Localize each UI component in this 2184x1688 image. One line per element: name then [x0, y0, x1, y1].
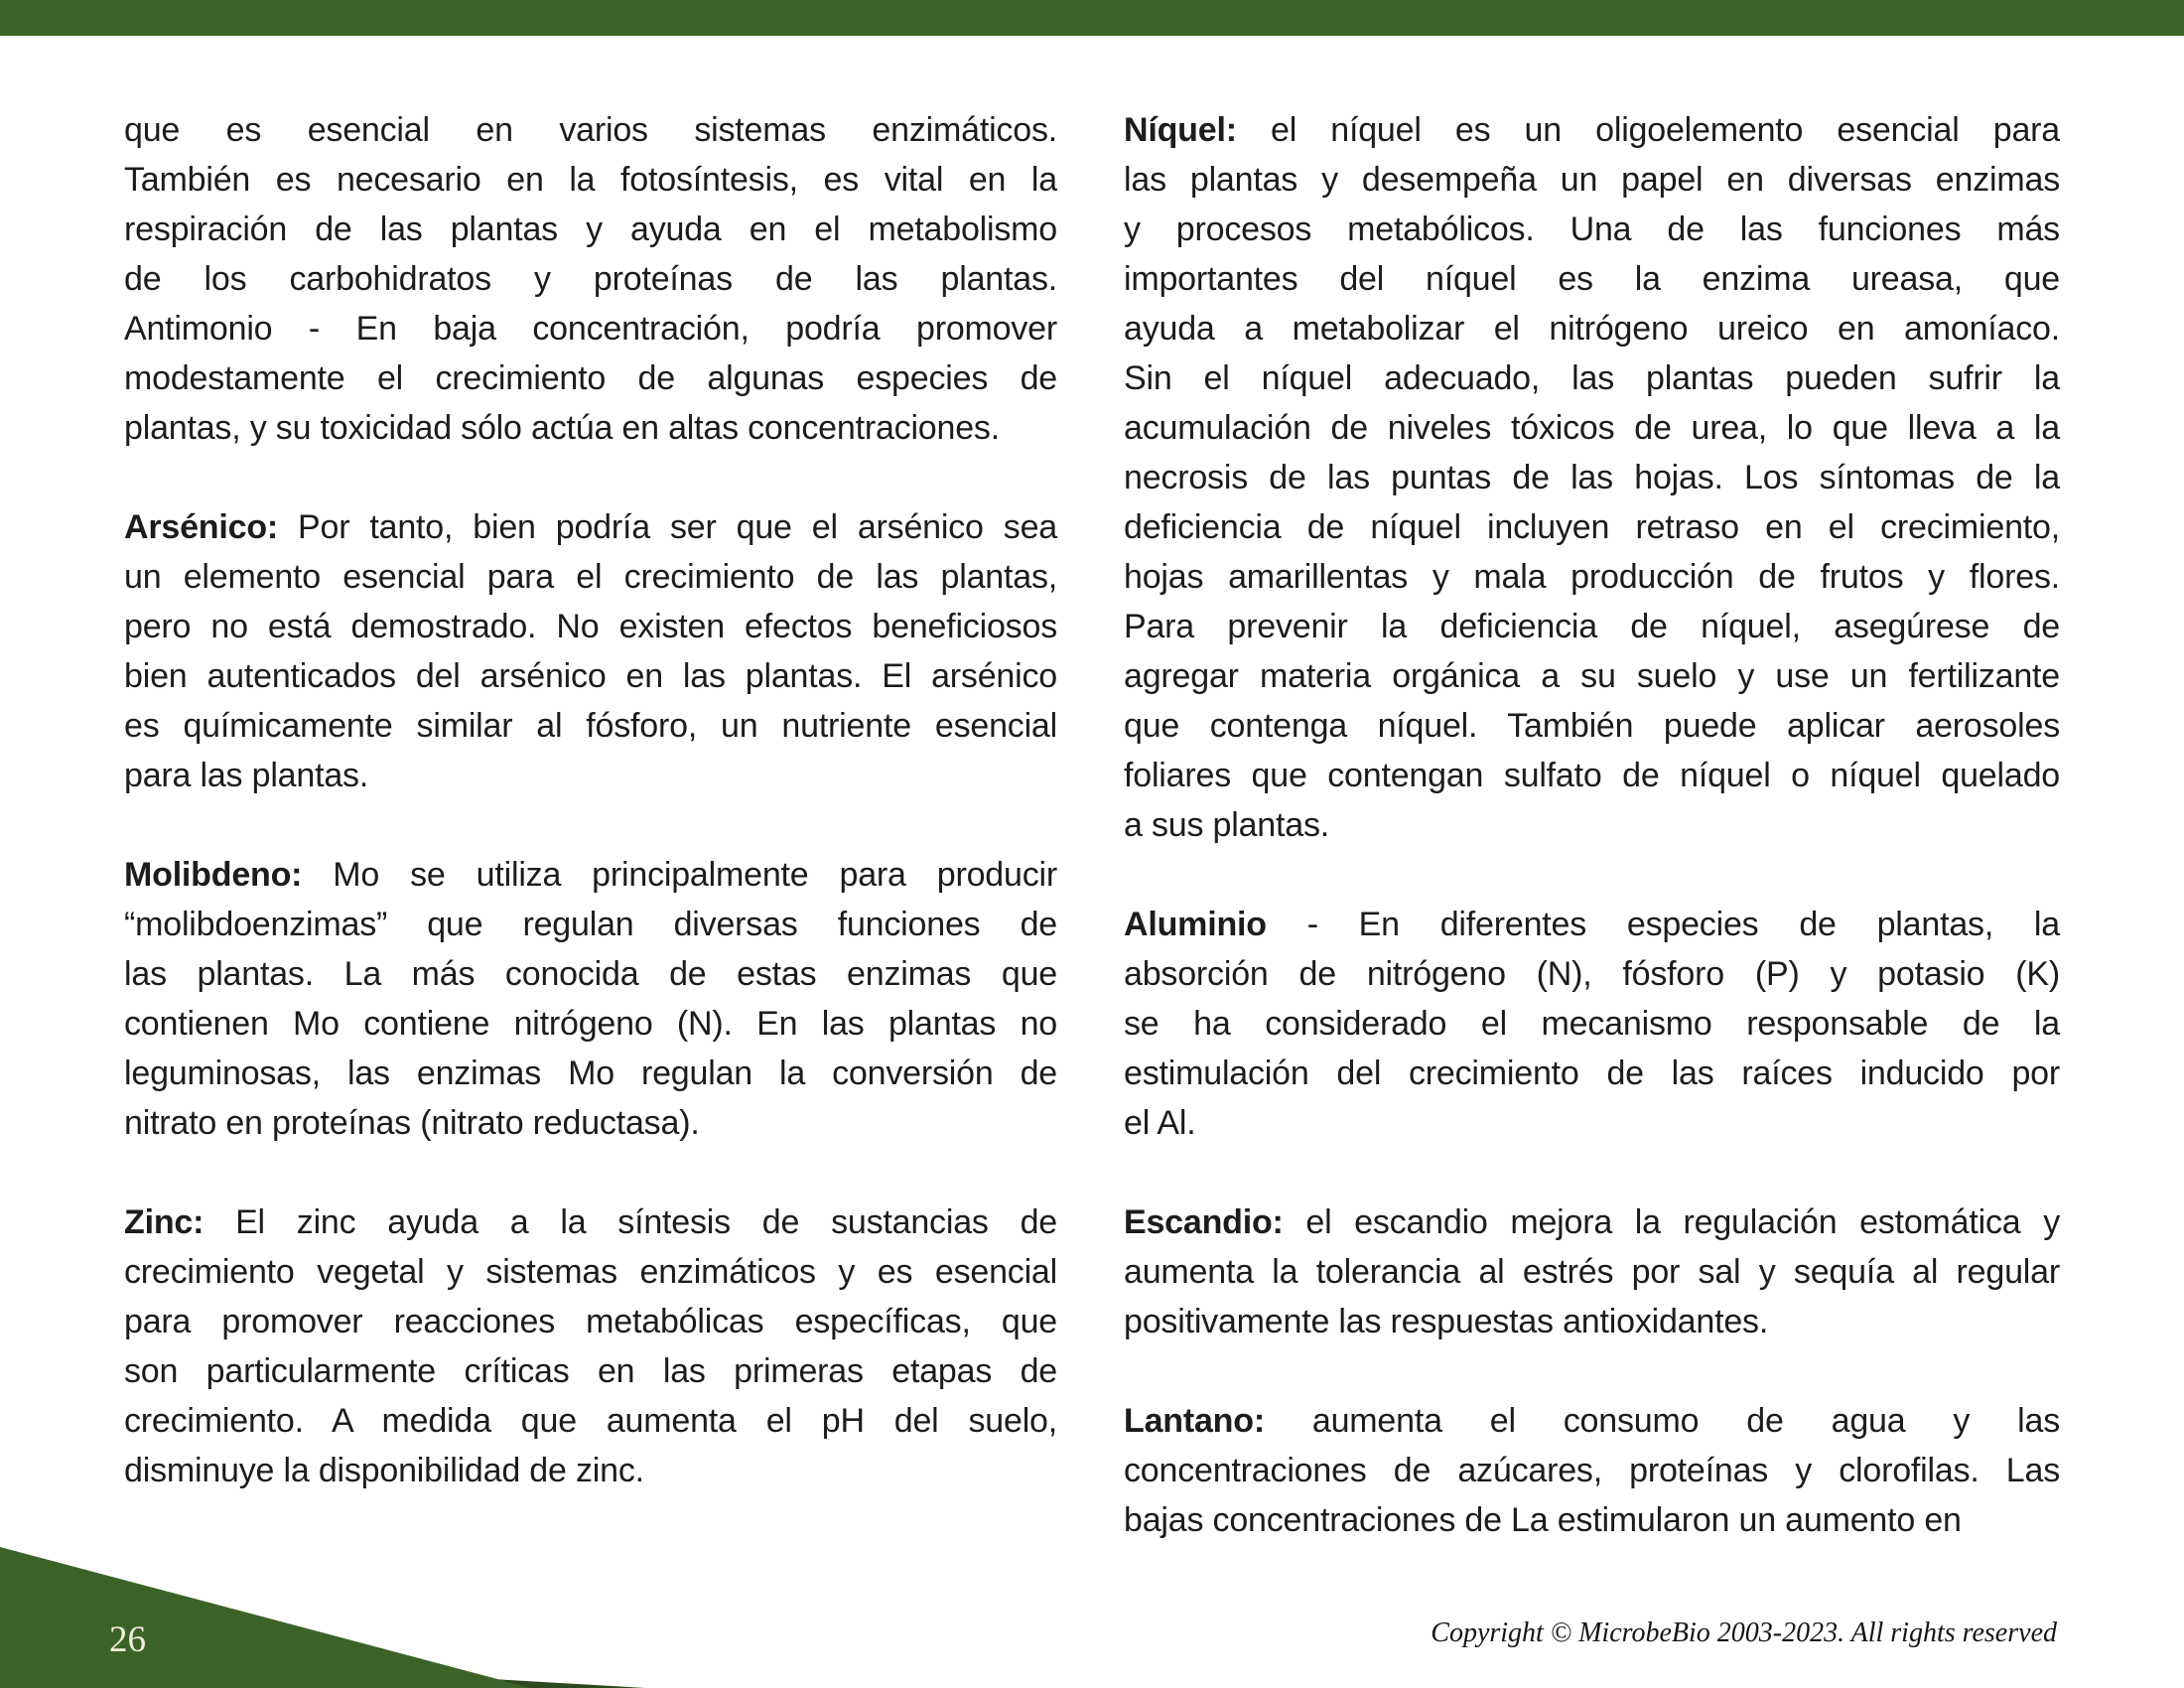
text-line: “molibdoenzimas” que regulan diversas funciones de: [124, 906, 1057, 943]
text-line: respiración de las plantas y ayuda en el metabolismo: [124, 211, 1057, 248]
text-line: bien autenticados del arsénico en las plantas. El arsénico: [124, 657, 1057, 695]
text-line: a sus plantas.: [1124, 806, 1329, 844]
text-line: Antimonio - En baja concentración, podría promover: [124, 310, 1057, 348]
copyright-text: Copyright © MicrobeBio 2003-2023. All rights reserved: [1431, 1618, 2057, 1648]
paragraph: [1124, 1197, 2060, 1346]
column-right: [1124, 105, 2060, 1595]
text-line: aumenta la tolerancia al estrés por sal y sequía al regular: [1124, 1253, 2060, 1291]
text-line: foliares que contengan sulfato de níquel o níquel quelado: [1124, 757, 2060, 794]
paragraph-lead: Escandio:: [1124, 1203, 1284, 1241]
text-line: leguminosas, las enzimas Mo regulan la conversión de: [124, 1055, 1057, 1092]
column-left: [124, 105, 1057, 1545]
text-line: un elemento esencial para el crecimiento de las plantas,: [124, 558, 1057, 596]
text-line: contienen Mo contiene nitrógeno (N). En las plantas no: [124, 1005, 1057, 1043]
text-line: para las plantas.: [124, 757, 369, 794]
text-line: se ha considerado el mecanismo responsable de la: [1124, 1005, 2060, 1043]
text-line: pero no está demostrado. No existen efectos beneficiosos: [124, 608, 1057, 645]
paragraph: [1124, 900, 2060, 1148]
paragraph: [1124, 1396, 2060, 1545]
text-line: disminuye la disponibilidad de zinc.: [124, 1452, 644, 1489]
text-line: absorción de nitrógeno (N), fósforo (P) y potasio (K): [1124, 955, 2060, 993]
text-line: agregar materia orgánica a su suelo y use un fertilizante: [1124, 657, 2060, 695]
text-line: Sin el níquel adecuado, las plantas pueden sufrir la: [1124, 359, 2060, 397]
text-line: bajas concentraciones de La estimularon un aumento en: [1124, 1501, 1962, 1539]
header-bar: [0, 0, 2184, 36]
text-line: son particularmente críticas en las primeras etapas de: [124, 1352, 1057, 1390]
text-line: Níquel: el níquel es un oligoelemento esencial para: [1124, 111, 2060, 149]
text-line: Molibdeno: Mo se utiliza principalmente para producir: [124, 856, 1057, 894]
text-line: positivamente las respuestas antioxidantes.: [1124, 1303, 1769, 1340]
text-line: importantes del níquel es la enzima ureasa, que: [1124, 260, 2060, 298]
paragraph: [1124, 105, 2060, 850]
text-line: Arsénico: Por tanto, bien podría ser que el arsénico sea: [124, 508, 1057, 546]
text-line: Aluminio - En diferentes especies de plantas, la: [1124, 906, 2060, 943]
text-line: de los carbohidratos y proteínas de las plantas.: [124, 260, 1057, 298]
text-line: el Al.: [1124, 1104, 1196, 1142]
text-line: que es esencial en varios sistemas enzimáticos.: [124, 111, 1057, 149]
page-number: 26: [109, 1619, 146, 1660]
paragraph-lead: Aluminio: [1124, 906, 1267, 943]
text-line: crecimiento vegetal y sistemas enzimáticos y es esencial: [124, 1253, 1057, 1291]
text-line: Escandio: el escandio mejora la regulación estomática y: [1124, 1203, 2060, 1241]
text-line: Zinc: El zinc ayuda a la síntesis de sustancias de: [124, 1203, 1057, 1241]
paragraph: [124, 502, 1057, 800]
text-line: hojas amarillentas y mala producción de frutos y flores.: [1124, 558, 2060, 596]
text-line: nitrato en proteínas (nitrato reductasa).: [124, 1104, 700, 1142]
text-line: estimulación del crecimiento de las raíces inducido por: [1124, 1055, 2060, 1092]
paragraph: [124, 105, 1057, 453]
text-line: es químicamente similar al fósforo, un nutriente esencial: [124, 707, 1057, 745]
footer-triangle: [0, 1547, 531, 1688]
text-line: También es necesario en la fotosíntesis, es vital en la: [124, 161, 1057, 199]
text-line: modestamente el crecimiento de algunas especies de: [124, 359, 1057, 397]
paragraph-lead: Lantano:: [1124, 1402, 1265, 1440]
text-line: las plantas. La más conocida de estas enzimas que: [124, 955, 1057, 993]
text-line: las plantas y desempeña un papel en diversas enzimas: [1124, 161, 2060, 199]
text-line: deficiencia de níquel incluyen retraso en el crecimiento,: [1124, 508, 2060, 546]
paragraph-lead: Zinc:: [124, 1203, 205, 1241]
paragraph: [124, 850, 1057, 1148]
text-line: que contenga níquel. También puede aplicar aerosoles: [1124, 707, 2060, 745]
text-line: acumulación de niveles tóxicos de urea, lo que lleva a la: [1124, 409, 2060, 447]
text-line: ayuda a metabolizar el nitrógeno ureico en amoníaco.: [1124, 310, 2060, 348]
text-line: Lantano: aumenta el consumo de agua y las: [1124, 1402, 2060, 1440]
text-line: y procesos metabólicos. Una de las funciones más: [1124, 211, 2060, 248]
text-line: Para prevenir la deficiencia de níquel, asegúrese de: [1124, 608, 2060, 645]
paragraph-lead: Molibdeno:: [124, 856, 303, 894]
paragraph-lead: Arsénico:: [124, 508, 279, 546]
text-line: crecimiento. A medida que aumenta el pH del suelo,: [124, 1402, 1057, 1440]
text-line: para promover reacciones metabólicas específicas, que: [124, 1303, 1057, 1340]
paragraph-lead: Níquel:: [1124, 111, 1237, 149]
text-line: necrosis de las puntas de las hojas. Los síntomas de la: [1124, 459, 2060, 496]
text-line: plantas, y su toxicidad sólo actúa en altas concentraciones.: [124, 409, 1000, 447]
paragraph: [124, 1197, 1057, 1495]
text-line: concentraciones de azúcares, proteínas y clorofilas. Las: [1124, 1452, 2060, 1489]
